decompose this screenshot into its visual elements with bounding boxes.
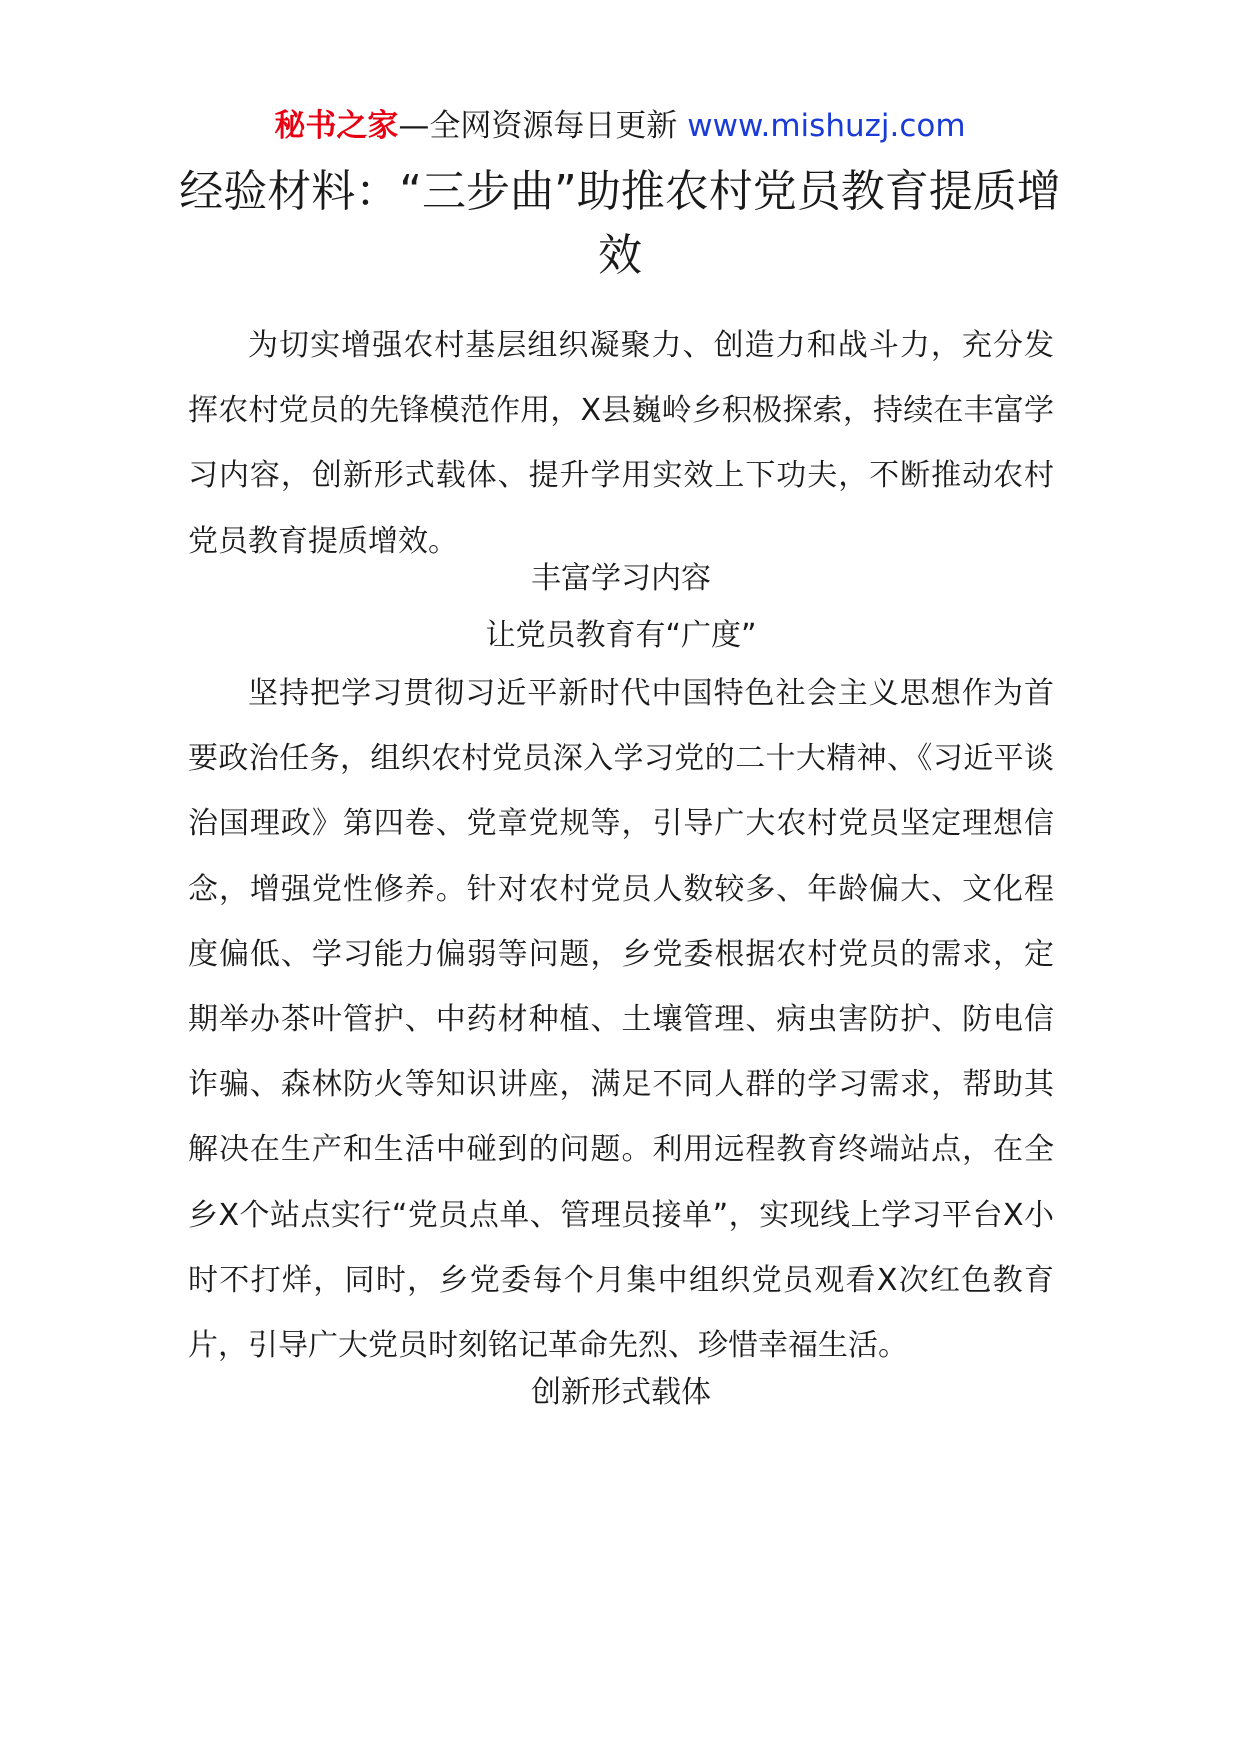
section2-heading-line1: 创新形式载体: [531, 1375, 711, 1410]
site-url-link[interactable]: www.mishuzj.com: [687, 108, 966, 144]
site-brand: 秘书之家: [274, 108, 399, 144]
document-title: 经验材料：“三步曲”助推农村党员教育提质增效: [179, 166, 1061, 281]
site-slogan: —全网资源每日更新: [398, 108, 678, 144]
intro-paragraph: 为切实增强农村基层组织凝聚力、创造力和战斗力，充分发挥农村党员的先锋模范作用，X县巍岭乡积极探索，持续在丰富学习内容，创新形式载体、提升学用实效上下功夫，不断推动农村党员教育提质增效。: [188, 328, 1054, 559]
section1-heading-line1: 丰富学习内容: [531, 561, 711, 596]
site-header: [0, 104, 1240, 148]
section1-heading-line2: 让党员教育有“广度”: [485, 618, 757, 653]
section1-paragraph: 坚持把学习贯彻习近平新时代中国特色社会主义思想作为首要政治任务，组织农村党员深入学习党的二十大精神、《习近平谈治国理政》第四卷、党章党规等，引导广大农村党员坚定理想信念，增强党性修养。针对农村党员人数较多、年龄偏大、文化程度偏低、学习能力偏弱等问题，乡党委根据农村党员的需求，定期举办茶叶管护、中药材种植、土壤管理、病虫害防护、防电信诈骗、森林防火等知识讲座，满足不同人群的学习需求，帮助其解决在生产和生活中碰到的问题。利用远程教育终端站点，在全乡X个站点实行“党员点单、管理员接单”，实现线上学习平台X小时不打烊，同时，乡党委每个月集中组织党员观看X次红色教育片，引导广大党员时刻铭记革命先烈、珍惜幸福生活。: [188, 676, 1054, 1364]
